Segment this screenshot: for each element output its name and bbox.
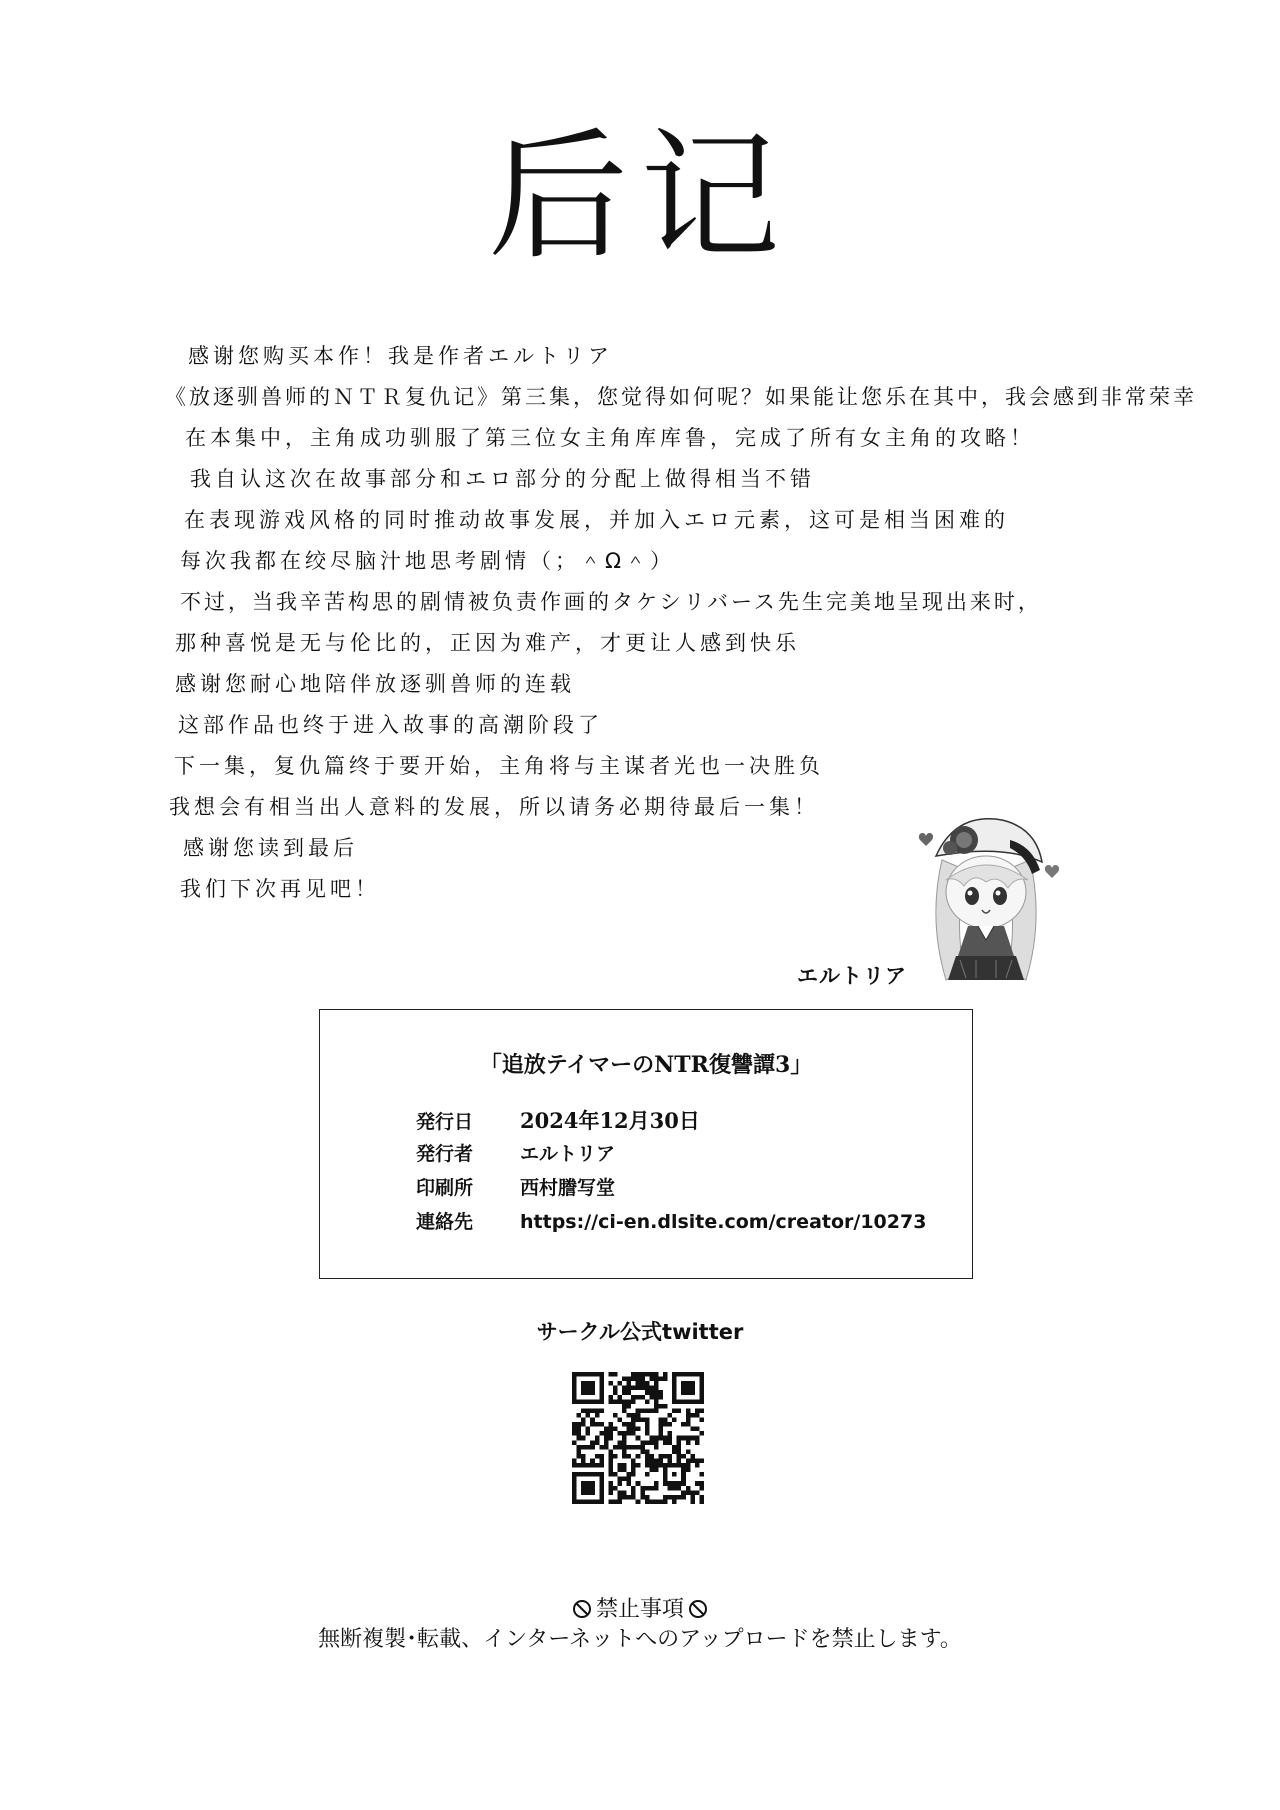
page-title: 后记 [487, 116, 792, 279]
note-line: 我们下次再见吧！ [180, 877, 380, 901]
note-line: 在表现游戏风格的同时推动故事发展，并加入エロ元素，这可是相当困难的 [184, 508, 1009, 532]
note-line: 我想会有相当出人意料的发展，所以请务必期待最后一集！ [169, 795, 819, 819]
note-line: 每次我都在绞尽脑汁地思考剧情（；＾Ω＾） [180, 549, 676, 573]
colophon-box [319, 1009, 973, 1279]
prohibited-icon [572, 1599, 592, 1619]
contact-link[interactable]: https://ci-en.dlsite.com/creator/10273 [520, 1211, 927, 1233]
colophon-row [416, 1139, 615, 1166]
author-signature: エルトリア [797, 964, 907, 988]
colophon-value: 2024年12月30日 [520, 1108, 700, 1133]
colophon-title: 「追放テイマーのNTR復讐譚3」 [479, 1052, 813, 1078]
note-line: 感谢您购买本作！我是作者エルトリア [188, 344, 613, 368]
colophon-label: 発行日 [416, 1111, 474, 1133]
twitter-label: サークル公式twitter [536, 1320, 744, 1344]
note-line: 这部作品也终于进入故事的高潮阶段了 [178, 713, 603, 737]
chibi-illustration [906, 810, 1066, 990]
note-line: 下一集，复仇篇终于要开始，主角将与主谋者光也一决胜负 [174, 754, 824, 778]
note-line: 感谢您读到最后 [183, 836, 358, 860]
prohibited-icon [688, 1599, 708, 1619]
colophon-label: 印刷所 [416, 1177, 474, 1199]
prohibition-title-text: 禁止事項 [595, 1597, 684, 1622]
colophon-row [416, 1207, 926, 1234]
qr-code[interactable] [572, 1372, 704, 1504]
colophon-row [416, 1173, 615, 1200]
colophon-row [416, 1105, 700, 1135]
note-line: 我自认这次在故事部分和エロ部分的分配上做得相当不错 [190, 467, 815, 491]
prohibition-text: 無断複製･転載、インターネットへのアップロードを禁止します。 [318, 1627, 962, 1652]
colophon-value: エルトリア [520, 1143, 616, 1165]
note-line: 在本集中，主角成功驯服了第三位女主角库库鲁，完成了所有女主角的攻略！ [185, 426, 1035, 450]
note-line: 《放逐驯兽师的ＮＴＲ复仇记》第三集，您觉得如何呢？如果能让您乐在其中，我会感到非常荣幸 [165, 385, 1197, 409]
colophon-label: 連絡先 [416, 1211, 474, 1233]
colophon-label: 発行者 [416, 1143, 474, 1165]
note-line: 那种喜悦是无与伦比的，正因为难产，才更让人感到快乐 [175, 631, 800, 655]
note-line: 不过，当我辛苦构思的剧情被负责作画的タケシリバース先生完美地呈现出来时， [180, 590, 1042, 614]
colophon-value: 西村謄写堂 [520, 1177, 616, 1199]
prohibition-title [0, 1592, 1280, 1623]
note-line: 感谢您耐心地陪伴放逐驯兽师的连载 [175, 672, 575, 696]
